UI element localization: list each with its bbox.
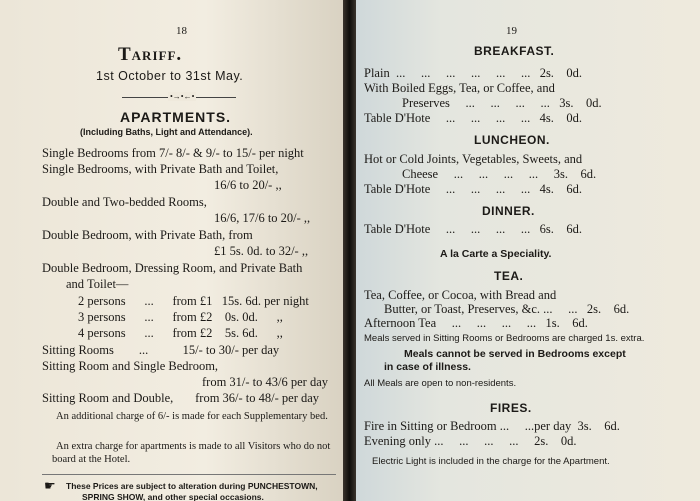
luncheon-heading: LUNCHEON.	[474, 133, 550, 147]
pointing-hand-icon: ☛	[44, 478, 56, 493]
apartments-heading: APARTMENTS.	[120, 109, 232, 125]
footer-rule	[42, 474, 336, 475]
meals-surcharge-note: Meals served in Sitting Rooms or Bedrooms are charged 1s. extra.	[364, 333, 645, 344]
electric-light-note: Electric Light is included in the charge for the Apartment.	[372, 456, 610, 467]
tea-heading: TEA.	[494, 269, 524, 283]
fires-heading: FIRES.	[490, 401, 532, 415]
apartments-note: (Including Baths, Light and Attendance).	[80, 127, 253, 137]
menu-line: Table D'Hote ... ... ... ... 4s. 6d.	[364, 182, 583, 196]
ornament-divider: •→•←•	[170, 92, 195, 101]
price-line: Double and Two-bedded Rooms,	[42, 195, 207, 209]
menu-line: Plain ... ... ... ... ... ... 2s. 0d.	[364, 66, 583, 80]
footer-note: These Prices are subject to alteration during PUNCHESTOWN,	[66, 481, 318, 491]
menu-line: Table D'Hote ... ... ... ... 4s. 0d.	[364, 111, 583, 125]
breakfast-heading: BREAKFAST.	[474, 44, 555, 58]
date-range-subtitle: 1st October to 31st May.	[96, 69, 244, 83]
bedroom-meals-note: Meals cannot be served in Bedrooms except	[404, 348, 626, 360]
price-line: and Toilet—	[66, 277, 129, 291]
price-line: Double Bedroom, Dressing Room, and Private Bath	[42, 261, 303, 275]
nonresidents-note: All Meals are open to non-residents.	[364, 378, 517, 389]
price-line: Sitting Room and Double, from 36/- to 48/- per day	[42, 391, 320, 405]
footer-note: SPRING SHOW, and other special occasions.	[82, 492, 264, 501]
price-line: Single Bedrooms, with Private Bath and Toilet,	[42, 162, 279, 176]
menu-line: Table D'Hote ... ... ... ... 6s. 6d.	[364, 222, 583, 236]
price-line: 16/6 to 20/- ,,	[214, 178, 282, 192]
price-line: Double Bedroom, with Private Bath, from	[42, 228, 253, 242]
price-line: Single Bedrooms from 7/- 8/- & 9/- to 15/- per night	[42, 146, 304, 160]
menu-line: Cheese ... ... ... ... 3s. 6d.	[402, 167, 597, 181]
dinner-heading: DINNER.	[482, 204, 535, 218]
tariff-title: Tariff.	[118, 44, 183, 65]
page-number-right: 19	[506, 25, 517, 37]
page-number-left: 18	[176, 25, 187, 37]
a-la-carte-speciality: A la Carte a Speciality.	[440, 248, 552, 260]
price-line: Sitting Rooms ... 15/- to 30/- per day	[42, 343, 280, 357]
right-page	[356, 0, 700, 501]
menu-line: Afternoon Tea ... ... ... ... 1s. 6d.	[364, 316, 588, 330]
left-page	[0, 0, 343, 501]
menu-line: Hot or Cold Joints, Vegetables, Sweets, and	[364, 152, 583, 166]
price-line: 2 persons ... from £1 15s. 6d. per night	[78, 294, 309, 308]
book-gutter	[343, 0, 356, 501]
price-line: from 31/- to 43/6 per day	[202, 375, 329, 389]
supplementary-bed-note: An additional charge of 6/- is made for each Supplementary bed.	[56, 411, 328, 422]
visitors-note: An extra charge for apartments is made to all Visitors who do not board at the Hotel.	[52, 441, 331, 465]
menu-line: Preserves ... ... ... ... 3s. 0d.	[402, 96, 602, 110]
menu-line: Butter, or Toast, Preserves, &c. ... ... 2s. 6d.	[384, 302, 630, 316]
menu-line: Fire in Sitting or Bedroom ... ...per day 3s. 6d.	[364, 419, 620, 433]
price-line: 3 persons ... from £2 0s. 0d. ,,	[78, 310, 283, 324]
price-line: Sitting Room and Single Bedroom,	[42, 359, 219, 373]
menu-line: Tea, Coffee, or Cocoa, with Bread and	[364, 288, 557, 302]
bedroom-meals-note: in case of illness.	[384, 361, 471, 373]
menu-line: Evening only ... ... ... ... 2s. 0d.	[364, 434, 577, 448]
menu-line: With Boiled Eggs, Tea, or Coffee, and	[364, 81, 555, 95]
price-line: £1 5s. 0d. to 32/- ,,	[214, 244, 309, 258]
price-line: 16/6, 17/6 to 20/- ,,	[214, 211, 311, 225]
price-line: 4 persons ... from £2 5s. 6d. ,,	[78, 326, 283, 340]
